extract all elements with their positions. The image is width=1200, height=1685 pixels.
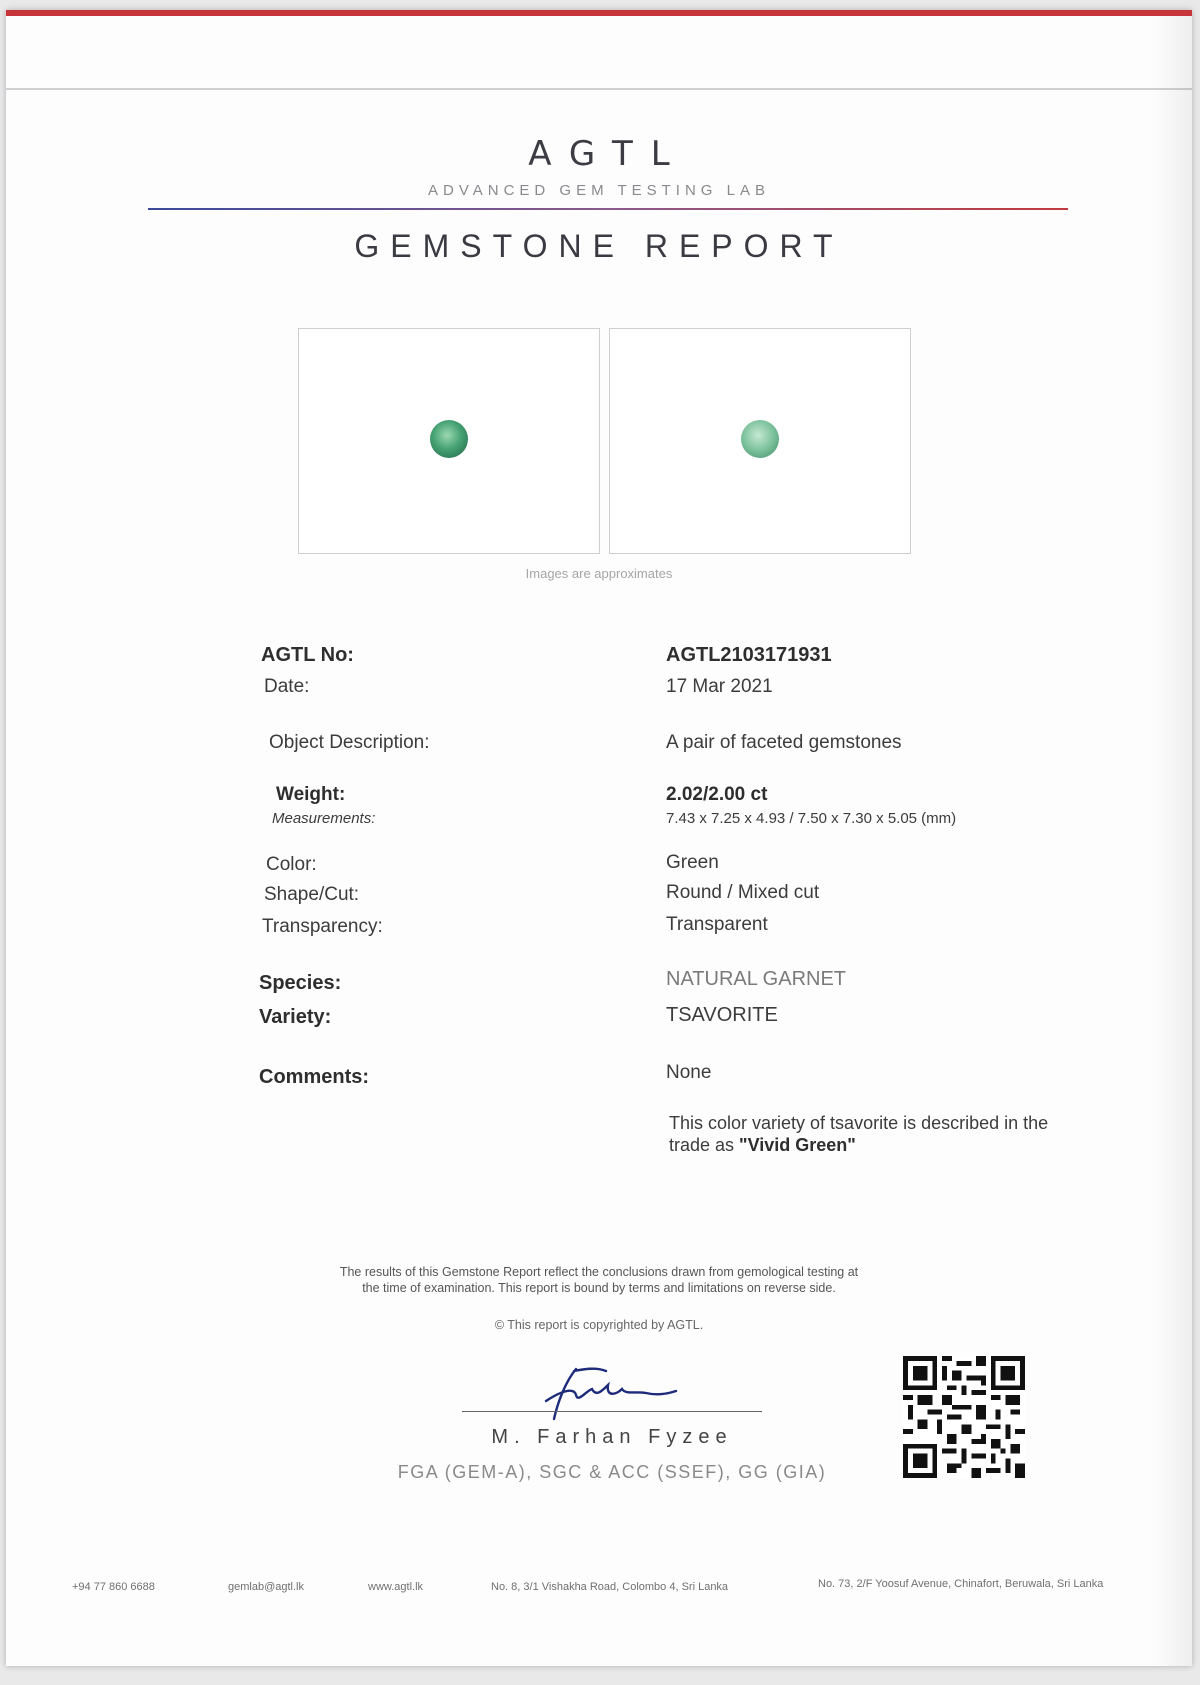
comments-value: None [666,1062,712,1083]
agtl-no-value: AGTL2103171931 [666,644,832,666]
species-label: Species: [259,972,342,994]
comment-note: This color variety of tsavorite is described in the trade as "Vivid Green" [669,1113,1049,1155]
gem-photo-2 [609,328,911,554]
variety-value: TSAVORITE [666,1004,778,1026]
signatory-name: M. Farhan Fyzee [491,1426,733,1448]
report-header [6,134,1192,199]
object-description-value: A pair of faceted gemstones [666,732,902,753]
date-value: 17 Mar 2021 [666,676,773,697]
transparency-label: Transparency: [262,916,383,937]
weight-label: Weight: [276,784,346,805]
fold-line [6,88,1192,90]
report-title: GEMSTONE REPORT [354,228,844,264]
weight-value: 2.02/2.00 ct [666,784,768,805]
signature [536,1361,696,1421]
footer-website[interactable]: www.agtl.lk [368,1581,424,1593]
footer-address-beruwala: No. 73, 2/F Yoosuf Avenue, Chinafort, Beruwala, Sri Lanka [818,1578,1104,1590]
logo-subtitle: ADVANCED GEM TESTING LAB [428,182,770,199]
object-description-label: Object Description: [269,732,430,753]
color-value: Green [666,852,719,873]
gemstone-image [430,420,468,458]
gem-photo-1 [298,328,600,554]
footer-phone[interactable]: +94 77 860 6688 [72,1581,155,1593]
signatory-qualifications: FGA (GEM-A), SGC & ACC (SSEF), GG (GIA) [397,1462,827,1482]
gemstone-image [741,420,779,458]
logo: AGTL [528,134,688,174]
footer-email[interactable]: gemlab@agtl.lk [228,1581,304,1593]
agtl-no-label: AGTL No: [261,644,354,666]
variety-label: Variety: [259,1006,332,1028]
color-label: Color: [266,854,317,875]
report-sheet [6,10,1192,1666]
measurements-label: Measurements: [272,810,376,827]
signature-line [462,1411,762,1412]
copyright-notice: © This report is copyrighted by AGTL. [494,1318,704,1332]
image-caption: Images are approximates [525,566,673,581]
disclaimer: The results of this Gemstone Report reflect the conclusions drawn from gemological testing at the time of examination. This report is bound by terms and limitations on reverse side. [339,1265,859,1295]
header-divider [148,208,1068,210]
measurements-value: 7.43 x 7.25 x 4.93 / 7.50 x 7.30 x 5.05 (mm) [666,810,957,827]
footer-address-colombo: No. 8, 3/1 Vishakha Road, Colombo 4, Sri Lanka [491,1581,729,1593]
species-value: NATURAL GARNET [666,968,847,990]
shape-cut-label: Shape/Cut: [264,884,360,905]
date-label: Date: [264,676,310,697]
qr-code [903,1356,1025,1478]
comments-label: Comments: [259,1066,370,1088]
shape-cut-value: Round / Mixed cut [666,882,820,903]
vivid-green-emphasis: "Vivid Green" [739,1135,856,1155]
transparency-value: Transparent [666,914,768,935]
